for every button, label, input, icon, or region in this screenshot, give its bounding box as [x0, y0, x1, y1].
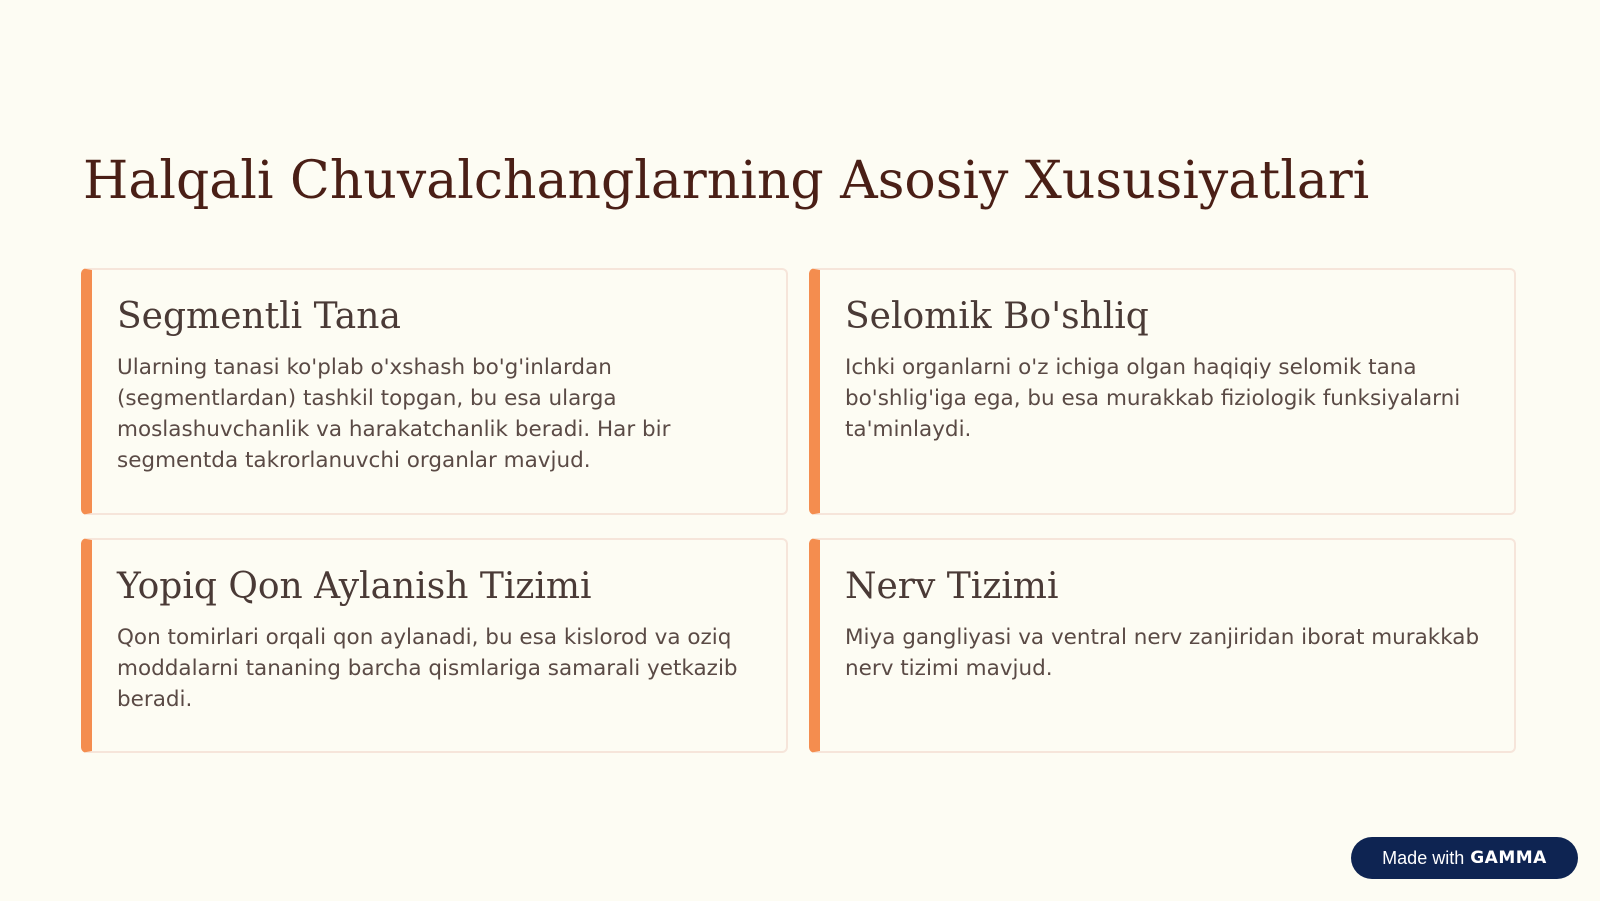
card-selomik-boshliq — [809, 268, 1516, 515]
card-title: Selomik Bo'shliq — [845, 296, 1149, 337]
slide-title: Halqali Chuvalchanglarning Asosiy Xususiyatlari — [83, 151, 1370, 211]
card-title: Yopiq Qon Aylanish Tizimi — [117, 566, 592, 607]
made-with-gamma-badge[interactable] — [1351, 837, 1578, 879]
card-nerv-tizimi — [809, 538, 1516, 753]
card-title: Segmentli Tana — [117, 296, 401, 337]
card-segmentli-tana — [81, 268, 788, 515]
card-text: Ularning tanasi ko'plab o'xshash bo'g'inlardan (segmentlardan) tashkil topgan, bu esa ularga moslashuvchanlik va harakatchanlik beradi. Har bir segmentda takrorlanuvchi organlar mavjud. — [117, 355, 671, 473]
card-text: Qon tomirlari orqali qon aylanadi, bu esa kislorod va oziq moddalarni tananing barcha qismlariga samarali yetkazib beradi. — [117, 625, 738, 712]
gamma-logo: GAMMA — [1470, 848, 1547, 868]
card-yopiq-qon-aylanish-tizimi — [81, 538, 788, 753]
card-text: Ichki organlarni o'z ichiga olgan haqiqiy selomik tana bo'shlig'iga ega, bu esa murakkab fiziologik funksiyalarni ta'minlaydi. — [845, 355, 1461, 442]
card-text: Miya gangliyasi va ventral nerv zanjiridan iborat murakkab nerv tizimi mavjud. — [845, 625, 1480, 681]
badge-prefix-text: Made with — [1382, 847, 1465, 868]
card-title: Nerv Tizimi — [845, 566, 1059, 607]
